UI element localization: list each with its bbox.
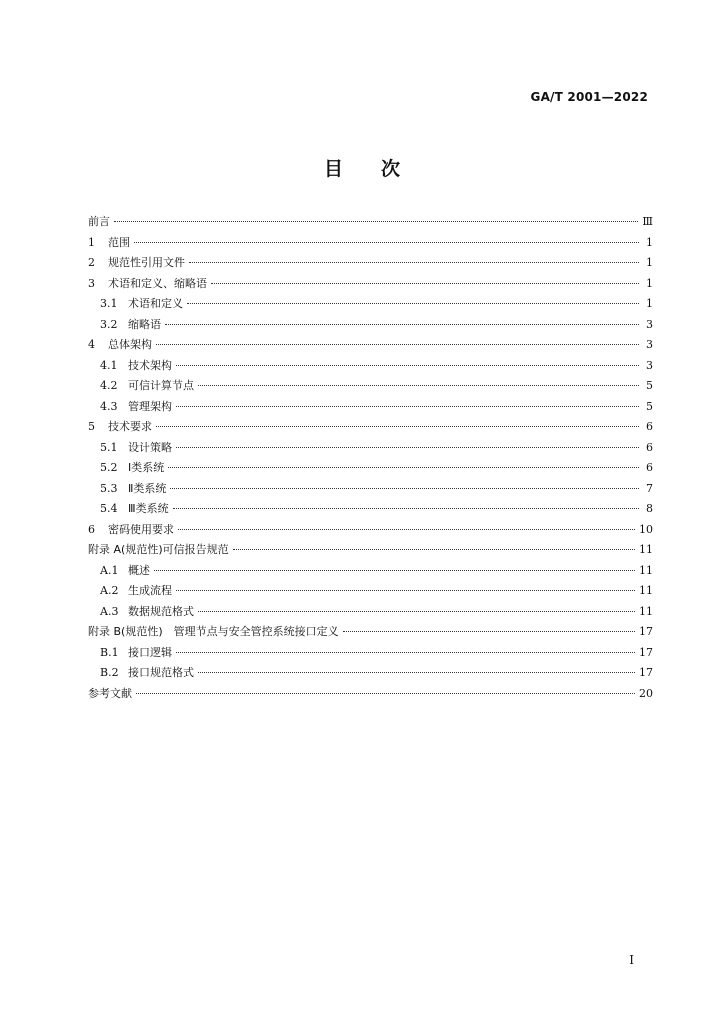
toc-leader-dots [176, 447, 639, 448]
toc-entry-label: 技术架构 [128, 358, 172, 372]
toc-entry-label: 技术要求 [108, 420, 152, 433]
toc-entry-page: 1 [646, 256, 653, 269]
toc-entry-number: B.1 [100, 645, 119, 659]
toc-entry[interactable] [88, 540, 653, 561]
toc-entry-page: 5 [646, 399, 653, 413]
toc-entry-page: 3 [646, 358, 653, 372]
toc-leader-dots [198, 385, 639, 386]
toc-entry-label: 生成流程 [128, 584, 172, 597]
toc-entry-label: 密码使用要求 [108, 522, 174, 536]
toc-entry[interactable] [88, 315, 653, 336]
toc-leader-dots [211, 283, 639, 284]
toc-entry-label: 术语和定义、缩略语 [108, 276, 207, 290]
toc-leader-dots [176, 365, 639, 366]
toc-entry-label: Ⅲ类系统 [128, 502, 169, 515]
toc-entry[interactable] [88, 479, 653, 500]
toc-entry-label: 规范性引用文件 [108, 256, 185, 269]
toc-entry-page: 6 [646, 420, 653, 433]
toc-entry-page: 17 [639, 645, 653, 659]
toc-entry-label: 概述 [128, 563, 150, 577]
toc-entry-label: 总体架构 [108, 338, 152, 351]
toc-entry[interactable] [88, 417, 653, 438]
toc-leader-dots [343, 631, 635, 632]
toc-entry[interactable] [88, 376, 653, 397]
toc-leader-dots [165, 324, 639, 325]
toc-entry-number: 5 [88, 420, 95, 433]
toc-entry-page: 1 [646, 235, 653, 249]
toc-leader-dots [168, 467, 639, 468]
toc-entry-number: 4 [88, 338, 95, 351]
toc-entry[interactable] [88, 356, 653, 377]
toc-entry[interactable] [88, 663, 653, 684]
toc-entry-page: 6 [646, 461, 653, 474]
toc-entry-label: 数据规范格式 [128, 604, 194, 618]
toc-entry-page: 6 [646, 440, 653, 454]
toc-entry-number: 3.1 [100, 297, 118, 310]
toc-leader-dots [156, 344, 639, 345]
toc-leader-dots [170, 488, 639, 489]
toc-entry[interactable] [88, 335, 653, 356]
toc-entry-label: 范围 [108, 235, 130, 249]
toc-entry-page: Ⅲ [642, 215, 653, 228]
toc-entry-number: 1 [88, 235, 95, 249]
toc-leader-dots [198, 672, 635, 673]
toc-entry-page: 17 [639, 625, 653, 638]
toc-leader-dots [233, 549, 635, 550]
toc-entry-number: 5.3 [100, 481, 118, 495]
toc-entry-number: 3 [88, 276, 95, 290]
toc-entry[interactable] [88, 212, 653, 233]
toc-entry-page: 17 [639, 666, 653, 679]
toc-entry-page: 10 [639, 522, 653, 536]
toc-entry-label: 管理架构 [128, 399, 172, 413]
toc-entry[interactable] [88, 397, 653, 418]
toc-entry-page: 11 [639, 584, 653, 597]
toc-entry-page: 5 [646, 379, 653, 392]
page-title: 目次 [323, 158, 438, 180]
toc-entry-page: 11 [639, 563, 653, 577]
toc-entry-page: 3 [646, 317, 653, 331]
toc-entry-number: 5.1 [100, 440, 118, 454]
toc-leader-dots [176, 590, 635, 591]
toc-entry-label: Ⅰ类系统 [128, 461, 165, 474]
toc-entry-number: A.3 [100, 604, 119, 618]
toc-entry[interactable] [88, 458, 653, 479]
toc-entry[interactable] [88, 561, 653, 582]
toc-leader-dots [198, 611, 635, 612]
toc-entry[interactable] [88, 622, 653, 643]
toc-entry-number: 4.1 [100, 358, 118, 372]
toc-entry[interactable] [88, 253, 653, 274]
toc-entry-label: 缩略语 [128, 317, 161, 331]
toc-entry[interactable] [88, 643, 653, 664]
toc-leader-dots [134, 242, 639, 243]
page-number: I [629, 953, 634, 967]
toc-entry-number: 4.2 [100, 379, 118, 392]
toc-entry-label: 前言 [88, 215, 110, 228]
toc-entry-label: Ⅱ类系统 [128, 481, 167, 495]
toc-leader-dots [187, 303, 639, 304]
toc-entry[interactable] [88, 294, 653, 315]
toc-entry-label: 设计策略 [128, 440, 172, 454]
toc-entry-label: 接口逻辑 [128, 645, 172, 659]
toc-entry[interactable] [88, 499, 653, 520]
toc-leader-dots [176, 652, 635, 653]
toc-leader-dots [173, 508, 639, 509]
toc-leader-dots [136, 693, 635, 694]
table-of-contents [88, 212, 653, 704]
toc-leader-dots [154, 570, 635, 571]
toc-entry-page: 11 [639, 604, 653, 618]
toc-entry[interactable] [88, 274, 653, 295]
toc-entry[interactable] [88, 602, 653, 623]
toc-entry-page: 11 [639, 543, 653, 556]
toc-entry-number: A.1 [100, 563, 119, 577]
toc-entry-number: 2 [88, 256, 95, 269]
toc-leader-dots [178, 529, 635, 530]
toc-entry-page: 8 [646, 502, 653, 515]
toc-entry-label: 可信计算节点 [128, 379, 194, 392]
toc-entry-number: B.2 [100, 666, 119, 679]
toc-entry-page: 20 [639, 686, 653, 700]
toc-entry-label: 附录 B(规范性) 管理节点与安全管控系统接口定义 [88, 625, 339, 638]
toc-entry-page: 1 [646, 297, 653, 310]
toc-entry-label: 接口规范格式 [128, 666, 194, 679]
toc-entry[interactable] [88, 684, 653, 705]
toc-entry-label: 术语和定义 [128, 297, 183, 310]
toc-leader-dots [114, 221, 638, 222]
toc-entry[interactable] [88, 520, 653, 541]
toc-entry-number: A.2 [100, 584, 119, 597]
toc-entry-number: 6 [88, 522, 95, 536]
toc-entry-number: 5.2 [100, 461, 118, 474]
toc-entry-label: 参考文献 [88, 686, 132, 700]
toc-entry-page: 1 [646, 276, 653, 290]
toc-entry-page: 7 [646, 481, 653, 495]
toc-leader-dots [176, 406, 639, 407]
toc-leader-dots [156, 426, 639, 427]
toc-entry-page: 3 [646, 338, 653, 351]
standard-number: GA/T 2001—2022 [530, 90, 648, 104]
toc-leader-dots [189, 262, 639, 263]
toc-entry-label: 附录 A(规范性)可信报告规范 [88, 543, 229, 556]
toc-entry[interactable] [88, 438, 653, 459]
toc-entry[interactable] [88, 233, 653, 254]
toc-entry[interactable] [88, 581, 653, 602]
toc-entry-number: 4.3 [100, 399, 118, 413]
toc-entry-number: 3.2 [100, 317, 118, 331]
toc-entry-number: 5.4 [100, 502, 118, 515]
